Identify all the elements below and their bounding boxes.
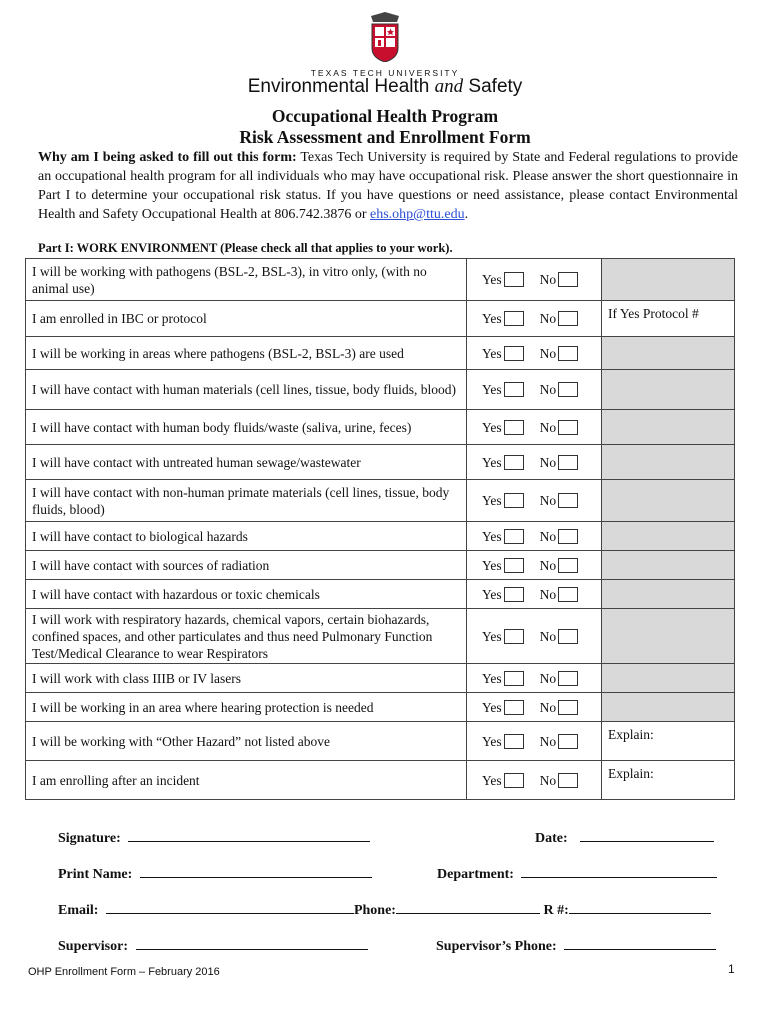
shaded-cell xyxy=(602,551,735,580)
yes-no-cell xyxy=(467,693,602,722)
yes-no-group xyxy=(467,772,601,789)
form-subtitle: Risk Assessment and Enrollment Form xyxy=(239,127,531,147)
yes-no-group xyxy=(467,670,601,687)
question-text: I will have contact with untreated human sewage/wastewater xyxy=(26,445,467,480)
yes-no-cell xyxy=(467,259,602,301)
yes-no-cell xyxy=(467,301,602,337)
shaded-cell xyxy=(602,259,735,301)
print-name-row xyxy=(58,863,372,883)
yes-checkbox[interactable] xyxy=(504,587,524,602)
phone-field[interactable] xyxy=(396,899,540,914)
no-label: No xyxy=(539,272,557,287)
no-label: No xyxy=(539,382,557,397)
yes-label: Yes xyxy=(482,557,502,573)
table-row xyxy=(26,410,735,445)
department-label: Department: xyxy=(437,867,514,882)
yes-checkbox[interactable] xyxy=(504,671,524,686)
question-text: I will have contact with human body fluids/waste (saliva, urine, feces) xyxy=(26,410,467,445)
no-checkbox[interactable] xyxy=(558,700,578,715)
date-row xyxy=(535,827,714,847)
shaded-cell xyxy=(602,580,735,609)
email-link[interactable]: ehs.ohp@ttu.edu xyxy=(370,207,465,222)
department-row xyxy=(437,863,717,883)
table-row xyxy=(26,580,735,609)
supervisor-row xyxy=(58,935,368,955)
yes-no-cell xyxy=(467,580,602,609)
date-label: Date: xyxy=(535,831,568,846)
university-name: TEXAS TECH UNIVERSITY xyxy=(310,68,460,78)
no-label: No xyxy=(539,419,557,435)
email-field[interactable] xyxy=(106,899,354,914)
question-text: I will have contact with sources of radiation xyxy=(26,551,467,580)
table-row xyxy=(26,551,735,580)
shaded-cell xyxy=(602,664,735,693)
signature-field[interactable] xyxy=(128,827,370,842)
no-checkbox[interactable] xyxy=(558,629,578,644)
yes-checkbox[interactable] xyxy=(504,272,524,287)
form-title: Occupational Health Program xyxy=(271,106,499,126)
table-row xyxy=(26,480,735,522)
no-label: No xyxy=(539,670,557,686)
shaded-cell xyxy=(602,337,735,370)
no-label: No xyxy=(539,557,557,573)
yes-no-group xyxy=(467,271,601,288)
intro-paragraph xyxy=(38,148,738,224)
yes-no-cell xyxy=(467,337,602,370)
page-number: 1 xyxy=(728,962,735,976)
yes-label: Yes xyxy=(482,311,502,326)
no-checkbox[interactable] xyxy=(558,671,578,686)
yes-checkbox[interactable] xyxy=(504,629,524,644)
yes-no-cell xyxy=(467,445,602,480)
yes-no-cell xyxy=(467,480,602,522)
yes-checkbox[interactable] xyxy=(504,455,524,470)
yes-label: Yes xyxy=(482,699,502,715)
yes-no-group xyxy=(467,628,601,645)
table-row xyxy=(26,722,735,761)
yes-no-cell xyxy=(467,551,602,580)
yes-no-cell xyxy=(467,522,602,551)
no-checkbox[interactable] xyxy=(558,346,578,361)
table-row xyxy=(26,609,735,664)
no-checkbox[interactable] xyxy=(558,587,578,602)
yes-no-group xyxy=(467,699,601,716)
yes-no-group xyxy=(467,528,601,545)
shaded-cell xyxy=(602,522,735,551)
question-text: I am enrolled in IBC or protocol xyxy=(26,301,467,337)
shaded-cell xyxy=(602,693,735,722)
no-label: No xyxy=(539,493,557,508)
table-row xyxy=(26,761,735,800)
yes-no-cell xyxy=(467,410,602,445)
yes-label: Yes xyxy=(482,670,502,686)
shaded-cell xyxy=(602,445,735,480)
yes-no-group xyxy=(467,733,601,750)
yes-label: Yes xyxy=(482,345,502,361)
question-text: I will have contact to biological hazards xyxy=(26,522,467,551)
department-name xyxy=(0,76,770,98)
supervisor-phone-row xyxy=(436,935,716,955)
yes-checkbox[interactable] xyxy=(504,558,524,573)
signature-label: Signature: xyxy=(58,831,121,846)
print-name-field[interactable] xyxy=(140,863,372,878)
r-number-label: R #: xyxy=(543,903,569,918)
no-label: No xyxy=(539,345,557,361)
table-row xyxy=(26,259,735,301)
no-checkbox[interactable] xyxy=(558,272,578,287)
supervisor-phone-field[interactable] xyxy=(564,935,716,950)
yes-checkbox[interactable] xyxy=(504,346,524,361)
no-label: No xyxy=(539,311,557,326)
question-text: I will work with class IIIB or IV lasers xyxy=(26,664,467,693)
yes-no-cell xyxy=(467,722,602,761)
yes-no-group xyxy=(467,586,601,603)
no-checkbox[interactable] xyxy=(558,529,578,544)
no-label: No xyxy=(539,733,557,749)
yes-checkbox[interactable] xyxy=(504,382,524,397)
table-row xyxy=(26,370,735,410)
footer-form-id: OHP Enrollment Form – February 2016 xyxy=(28,966,220,978)
intro-end: . xyxy=(464,207,469,222)
yes-label: Yes xyxy=(482,454,502,470)
supervisor-field[interactable] xyxy=(136,935,368,950)
yes-checkbox[interactable] xyxy=(504,420,524,435)
shaded-cell xyxy=(602,410,735,445)
yes-no-cell xyxy=(467,370,602,410)
no-label: No xyxy=(539,586,557,602)
yes-label: Yes xyxy=(482,772,502,788)
question-text: I will have contact with human materials (cell lines, tissue, body fluids, blood) xyxy=(26,370,467,410)
yes-label: Yes xyxy=(482,586,502,602)
details-field[interactable]: If Yes Protocol # xyxy=(602,301,735,337)
yes-label: Yes xyxy=(482,528,502,544)
yes-checkbox[interactable] xyxy=(504,734,524,749)
yes-checkbox[interactable] xyxy=(504,700,524,715)
phone-label: Phone: xyxy=(353,903,396,918)
table-row xyxy=(26,445,735,480)
shaded-cell xyxy=(602,480,735,522)
question-text: I am enrolling after an incident xyxy=(26,761,467,800)
yes-label: Yes xyxy=(482,628,502,644)
supervisor-label: Supervisor: xyxy=(58,939,128,954)
details-field[interactable]: Explain: xyxy=(602,722,735,761)
no-checkbox[interactable] xyxy=(558,773,578,788)
yes-checkbox[interactable] xyxy=(504,529,524,544)
yes-label: Yes xyxy=(482,382,502,397)
yes-no-group xyxy=(467,492,601,509)
email-label: Email: xyxy=(58,903,99,918)
work-environment-table xyxy=(25,258,735,800)
yes-no-cell xyxy=(467,664,602,693)
question-text: I will be working with pathogens (BSL-2, BSL-3), in vitro only, (with no animal use) xyxy=(26,259,467,301)
yes-label: Yes xyxy=(482,493,502,508)
table-row xyxy=(26,664,735,693)
no-label: No xyxy=(539,628,557,644)
no-label: No xyxy=(539,699,557,715)
question-text: I will work with respiratory hazards, chemical vapors, certain biohazards, confined spaces, and other particulates and thus need Pulmonary Function Test/Medical Clearance to wear Respirators xyxy=(26,609,467,664)
shaded-cell xyxy=(602,609,735,664)
yes-no-group xyxy=(467,557,601,574)
shaded-cell xyxy=(602,370,735,410)
supervisor-phone-label: Supervisor’s Phone: xyxy=(436,939,557,954)
date-field[interactable] xyxy=(580,827,714,842)
details-field[interactable]: Explain: xyxy=(602,761,735,800)
yes-checkbox[interactable] xyxy=(504,493,524,508)
yes-no-group xyxy=(467,454,601,471)
yes-no-group xyxy=(467,381,601,398)
intro-lead: Why am I being asked to fill out this form: xyxy=(38,150,297,165)
no-checkbox[interactable] xyxy=(558,420,578,435)
yes-label: Yes xyxy=(482,419,502,435)
question-text: I will have contact with hazardous or toxic chemicals xyxy=(26,580,467,609)
table-row xyxy=(26,301,735,337)
no-checkbox[interactable] xyxy=(558,493,578,508)
department-field[interactable] xyxy=(521,863,717,878)
yes-label: Yes xyxy=(482,272,502,287)
table-row xyxy=(26,522,735,551)
no-label: No xyxy=(539,528,557,544)
no-checkbox[interactable] xyxy=(558,558,578,573)
dept-main: Environmental Health xyxy=(247,76,435,97)
table-row xyxy=(26,337,735,370)
print-name-label: Print Name: xyxy=(58,867,133,882)
intro-body: Texas Tech University is required by State and Federal regulations to provide an occupational health program for all individuals who may have occupational risk. Please answer the short questionnaire in Part I to determine your occupational risk status. If you have questions or need assistance, please contact Environmental Health and Safety Occupational Health at 806.742.3876 or xyxy=(38,150,738,222)
no-label: No xyxy=(539,772,557,788)
yes-no-cell xyxy=(467,761,602,800)
email-row xyxy=(58,899,711,919)
dept-tail: Safety xyxy=(463,76,523,97)
yes-checkbox[interactable] xyxy=(504,311,524,326)
question-text: I will be working with “Other Hazard” not listed above xyxy=(26,722,467,761)
dept-and: and xyxy=(434,76,464,97)
table-row xyxy=(26,693,735,722)
no-checkbox[interactable] xyxy=(558,734,578,749)
yes-no-group xyxy=(467,419,601,436)
yes-checkbox[interactable] xyxy=(504,773,524,788)
no-label: No xyxy=(539,454,557,470)
part1-heading: Part I: WORK ENVIRONMENT (Please check all that applies to your work). xyxy=(38,241,453,255)
question-text: I will have contact with non-human primate materials (cell lines, tissue, body fluids, blood) xyxy=(26,480,467,522)
yes-no-group xyxy=(467,310,601,327)
signature-row xyxy=(58,827,370,847)
no-checkbox[interactable] xyxy=(558,311,578,326)
yes-no-cell xyxy=(467,609,602,664)
question-text: I will be working in areas where pathogens (BSL-2, BSL-3) are used xyxy=(26,337,467,370)
question-text: I will be working in an area where hearing protection is needed xyxy=(26,693,467,722)
no-checkbox[interactable] xyxy=(558,455,578,470)
no-checkbox[interactable] xyxy=(558,382,578,397)
yes-label: Yes xyxy=(482,733,502,749)
ttu-seal-logo xyxy=(367,12,403,62)
r-number-field[interactable] xyxy=(569,899,711,914)
yes-no-group xyxy=(467,345,601,362)
